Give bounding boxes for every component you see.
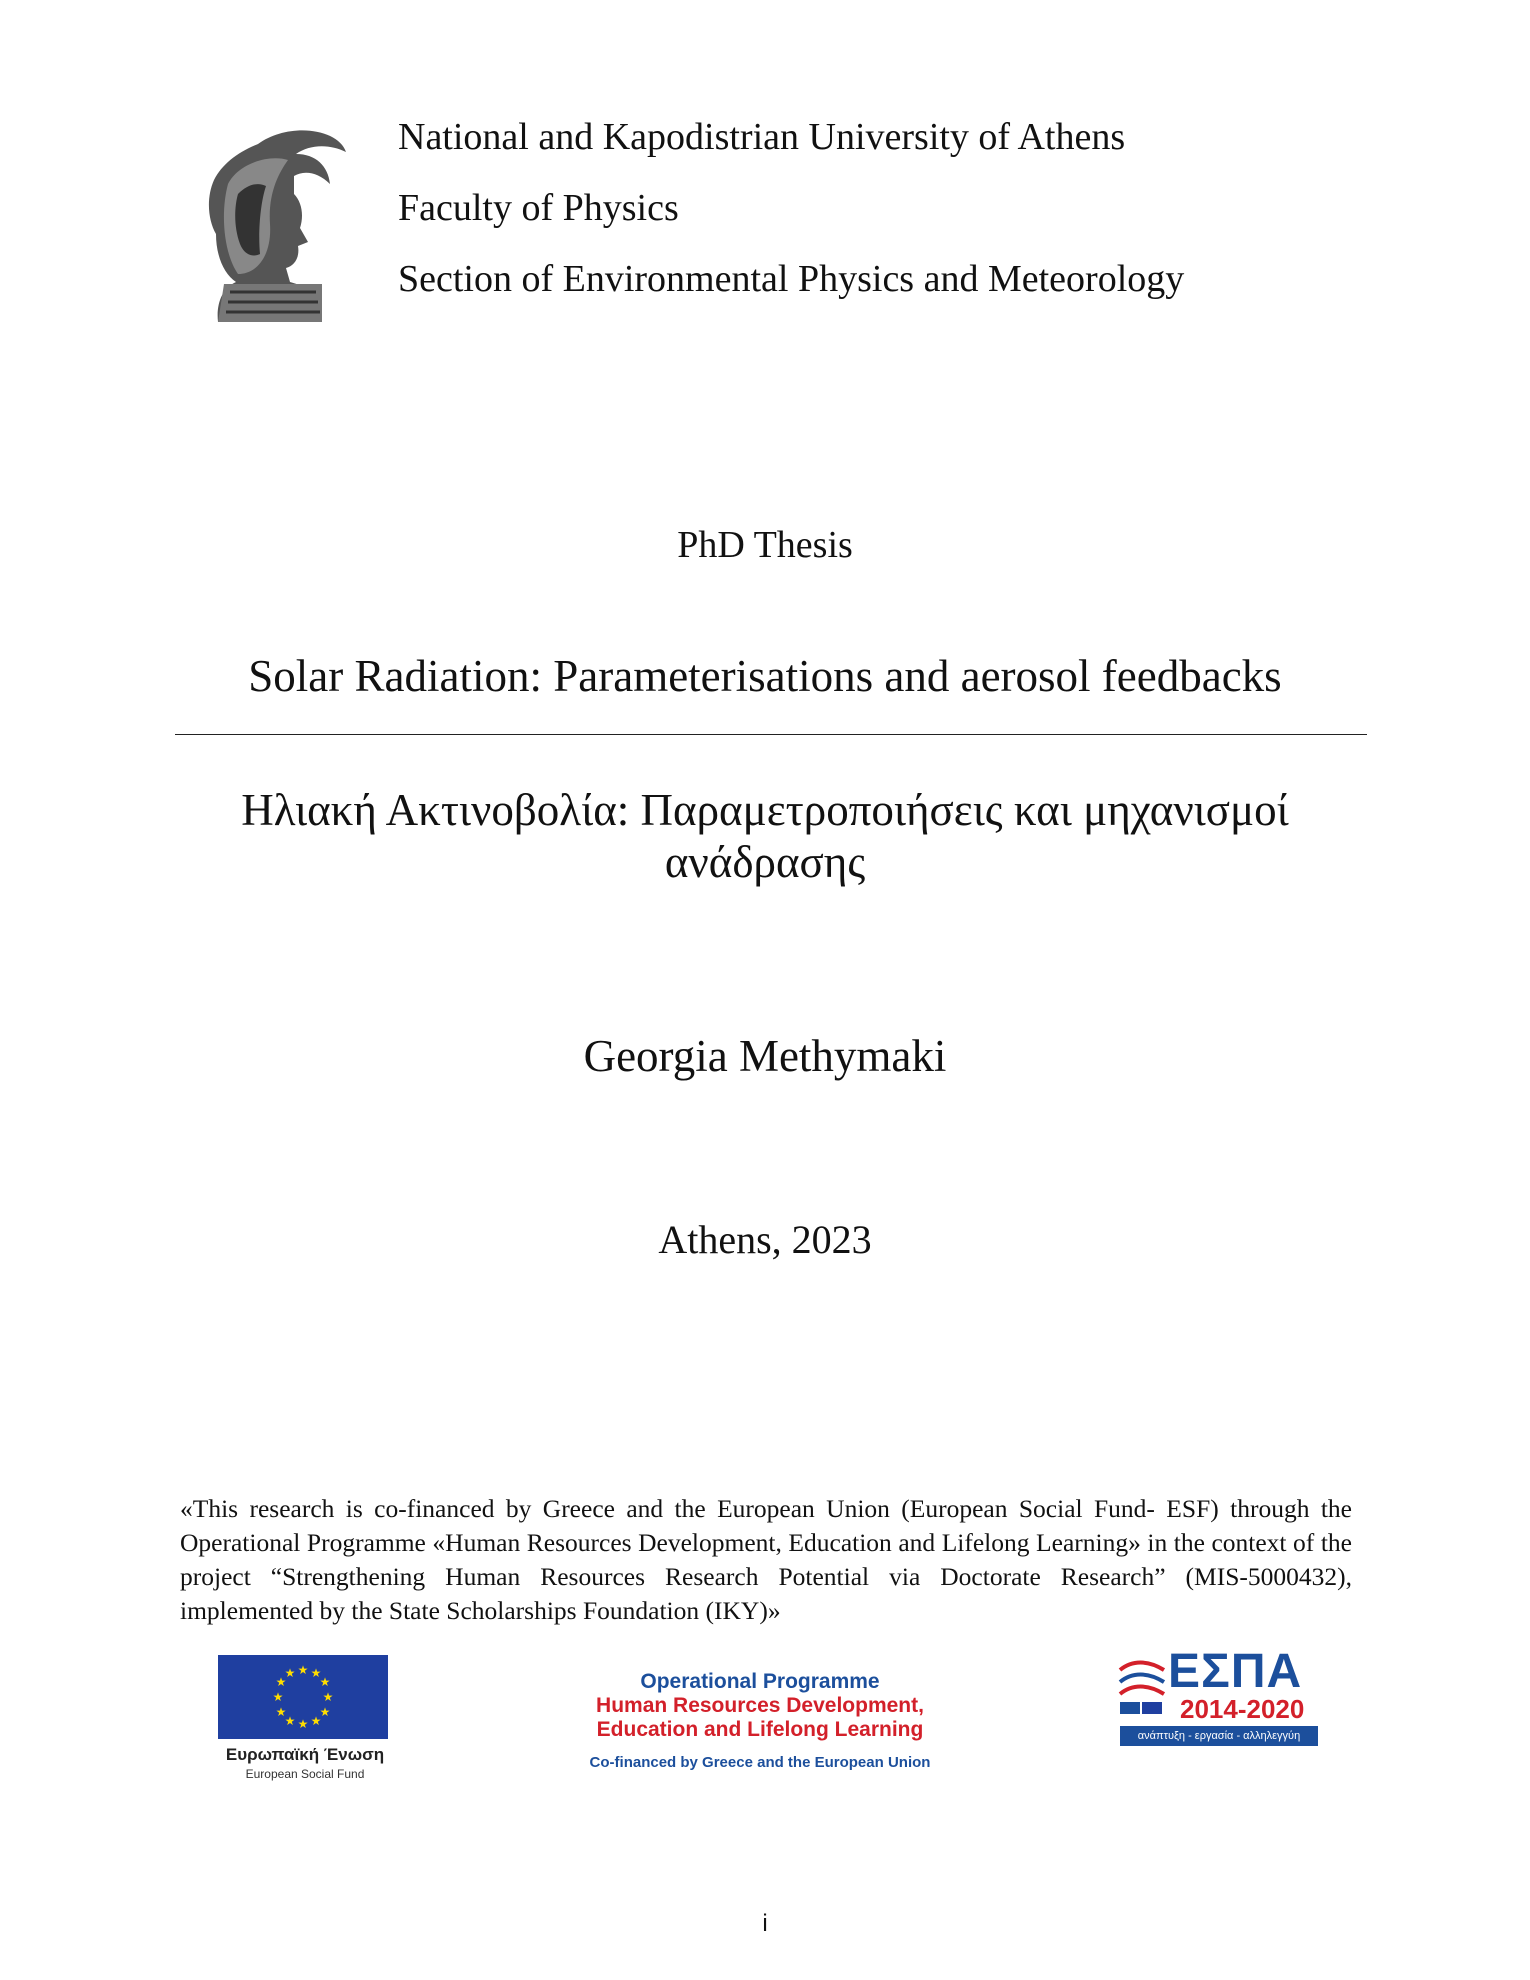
svg-text:★: ★ [297,1663,309,1677]
page-number: i [762,1910,768,1937]
espa-wordmark: ΕΣΠΑ [1168,1645,1303,1698]
svg-text:★: ★ [275,1675,287,1689]
place-and-year: Athens, 2023 [658,1217,872,1262]
funding-statement: «This research is co-financed by Greece and the European Union (European Social Fund- ESF) through the Operational Programme «Human Resources Development, Education and Lifelong Learning» in the context of the project “Strengthening Human Resources Research Potential via Doctorate Research” (MIS-5000432), implemented by the State Scholarships Foundation (IKY)» [180,1494,1352,1625]
author-name: Georgia Methymaki [583,1031,947,1081]
institution-name: National and Kapodistrian University of Athens [398,116,1126,158]
svg-text:★: ★ [284,1666,296,1680]
svg-text:★: ★ [272,1690,284,1704]
thesis-title-greek-line1: Ηλιακή Ακτινοβολία: Παραμετροποιήσεις και μηχανισμοί [241,785,1289,835]
thesis-title-greek [0,784,1530,888]
esf-logo-label: European Social Fund [245,1767,365,1781]
op-logo-line2: Human Resources Development, [596,1694,924,1717]
operational-programme-logo [540,1670,980,1790]
op-logo-line3: Education and Lifelong Learning [596,1718,924,1741]
svg-text:★: ★ [319,1675,331,1689]
thesis-type: PhD Thesis [677,524,853,566]
svg-text:★: ★ [310,1666,322,1680]
eu-flag-icon [218,1655,388,1739]
section-name: Section of Environmental Physics and Meteorology [398,258,1185,300]
svg-text:★: ★ [297,1717,309,1731]
eu-logo-label: Ευρωπαϊκή Ένωση [225,1745,385,1764]
svg-text:★: ★ [322,1690,334,1704]
athena-head-crest-icon [198,124,348,324]
title-divider [175,734,1367,735]
institution-header [198,118,1348,328]
eu-esf-logo [215,1655,395,1785]
thesis-title-english: Solar Radiation: Parameterisations and aerosol feedbacks [248,651,1282,701]
svg-text:★: ★ [310,1714,322,1728]
espa-tagline: ανάπτυξη - εργασία - αλληλεγγύη [1120,1726,1318,1746]
svg-text:★: ★ [319,1705,331,1719]
eu-stars-icon [218,1655,388,1739]
thesis-title-greek-line2: ανάδρασης [664,837,866,887]
espa-years: 2014-2020 [1180,1694,1305,1724]
op-logo-line1: Operational Programme [640,1670,880,1693]
op-logo-line4: Co-financed by Greece and the European Union [589,1754,931,1771]
espa-logo [1118,1645,1318,1752]
faculty-name: Faculty of Physics [398,187,679,229]
svg-text:★: ★ [275,1705,287,1719]
svg-text:★: ★ [284,1714,296,1728]
espa-waves-icon [1118,1656,1168,1716]
